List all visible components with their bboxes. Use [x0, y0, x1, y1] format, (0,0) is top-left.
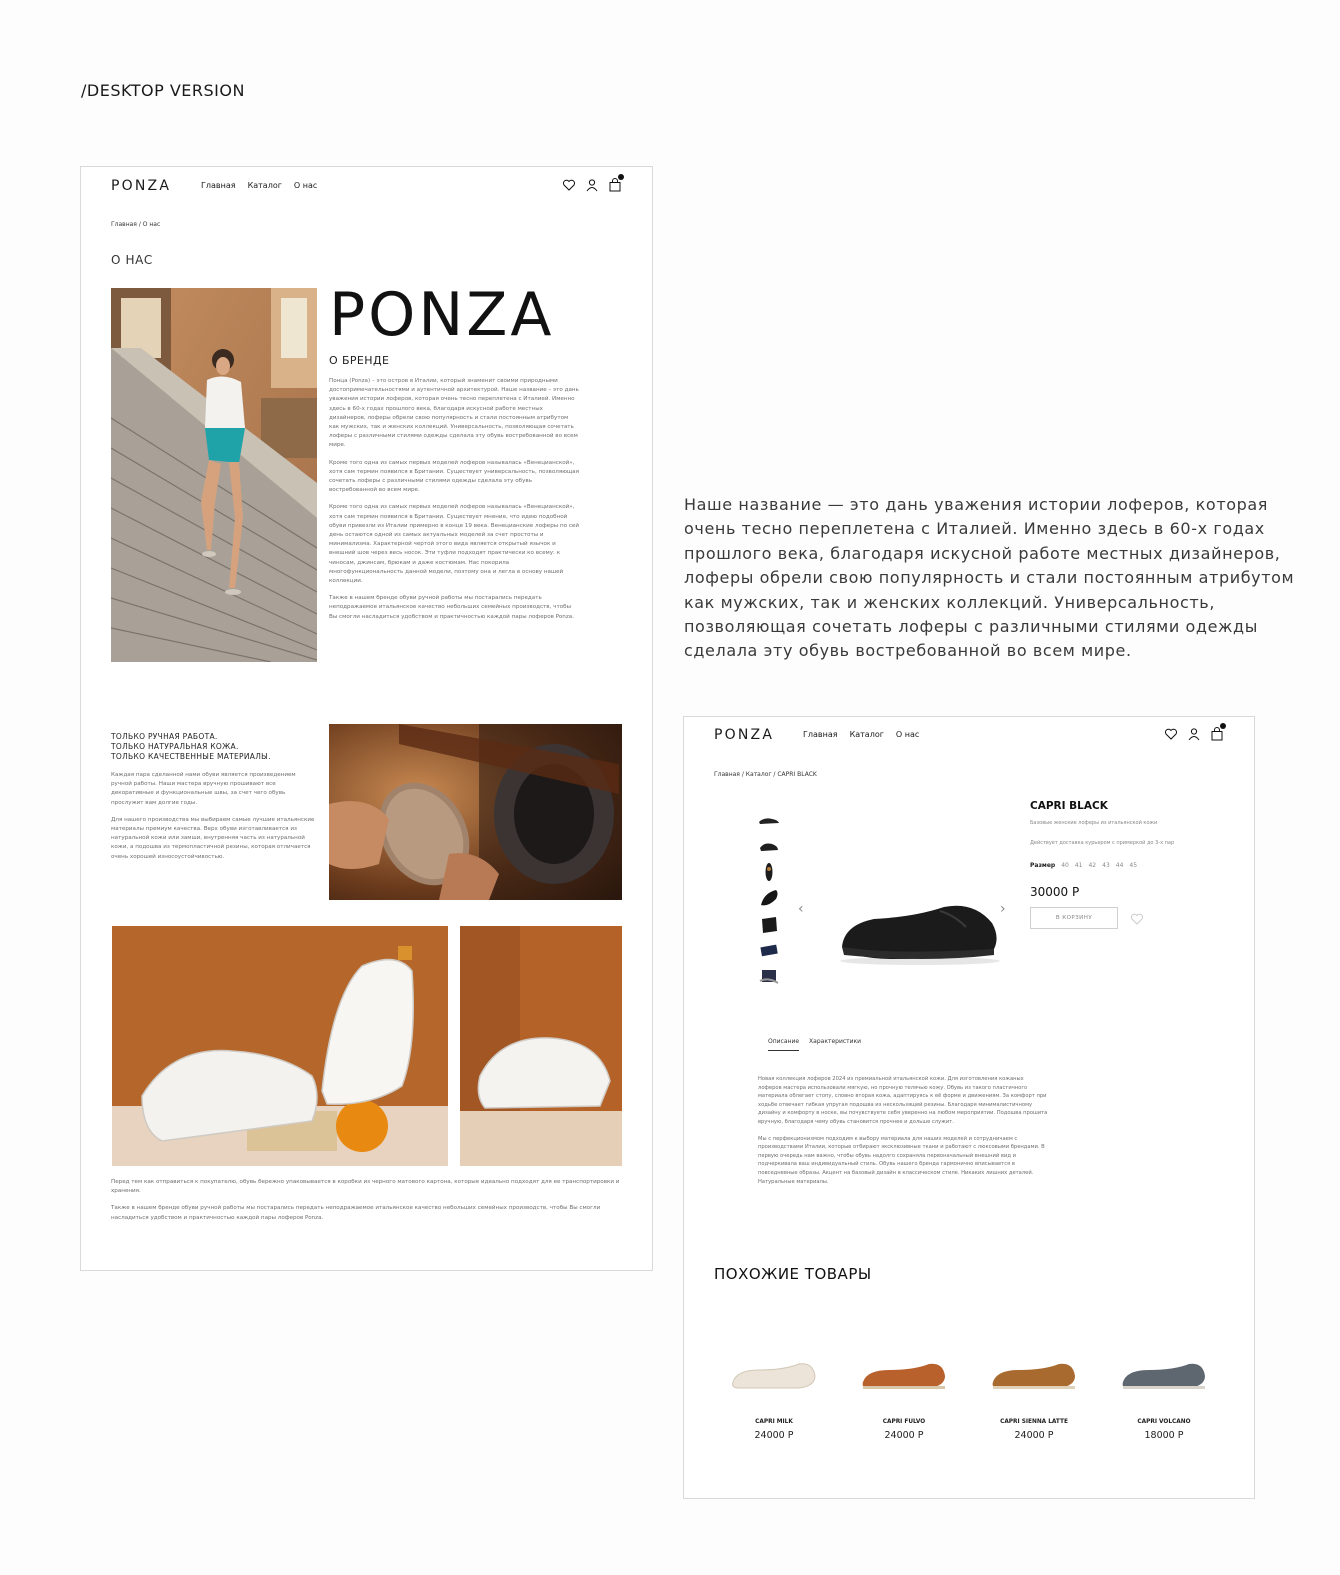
thumbnail-detail[interactable] [756, 963, 782, 989]
size-option[interactable]: 40 [1061, 862, 1069, 869]
product-card-price: 18000 Р [1144, 1430, 1184, 1441]
cart-badge [1220, 723, 1226, 729]
product-card-name: CAPRI VOLCANO [1137, 1419, 1191, 1425]
product-subtitle: Базовые женские лоферы из итальянской кожи [1030, 820, 1158, 826]
product-card[interactable] [719, 1345, 829, 1441]
craft-heading-line: ТОЛЬКО РУЧНАЯ РАБОТА. [111, 732, 218, 741]
user-icon[interactable] [585, 177, 599, 191]
craft-paragraph: Каждая пара сделанной нами обуви является произведением ручной работы. Наши мастера вручную прошивают все декоративные и функциональные швы, за счет чего обувь прослужит вам долгие годы. [111, 772, 296, 806]
product-card-price: 24000 Р [884, 1430, 924, 1441]
similar-products-title: ПОХОЖИЕ ТОВАРЫ [714, 1265, 872, 1283]
logo[interactable]: PONZA [111, 178, 172, 194]
add-to-cart-button[interactable]: В КОРЗИНУ [1030, 907, 1118, 929]
bag-icon[interactable] [608, 177, 622, 191]
delivery-note: Действует доставка курьером с примеркой до 3-х пар [1030, 840, 1175, 846]
size-option[interactable]: 41 [1074, 862, 1083, 869]
craftsman-photo [329, 724, 622, 900]
tab-characteristics[interactable]: Характеристики [809, 1038, 862, 1045]
nav-home[interactable]: Главная [803, 730, 838, 739]
brand-paragraph: Кроме того одна из самых первых моделей лоферов называлась «Венецианской», хотя сам термин появился в Британии. Существует мнение, что идею подобной обуви привезли из Италии примерно в конце 19 века. Венецианские лоферы по сей день остаются одной из самых актуальных моделей за счет простоты и минимализма. Характерной чертой этого вида является открытый язычок и внешний шов через весь носок. Эти туфли подходят практически ко всему: к чиносам, джинсам, брюкам и даже костюмам. Нас покорила многофункциональность данной модели, поэтому она и легла в основу нашей коллекции. [329, 504, 579, 585]
user-icon[interactable] [1187, 726, 1201, 740]
product-card[interactable] [979, 1345, 1089, 1441]
header-icons [562, 177, 622, 191]
product-card-name: CAPRI SIENNA LATTE [1000, 1419, 1068, 1425]
nav-home[interactable]: Главная [201, 181, 236, 190]
description-paragraph: Новая коллекция лоферов 2024 из премиальной итальянской кожи. Для изготовления кожаных лоферов мастера использовали мягкую, но прочную телячью кожу. Обувь из такого пластичного материала облегает стопу, словно вторая кожа, адаптируясь к её форме и движениям. За комфорт при ходьбе отвечает гибкая упругая подошва из нескользящей резины. Благодаря минималистичному дизайну и комфорту в носке, вы почувствуете себя уверенно на любом мероприятии. Подошва прошита вручную, благодаря чему обувь становится прочнее и дольше служит. [758, 1076, 1048, 1125]
nav-catalog[interactable]: Каталог [849, 730, 884, 739]
product-card[interactable] [849, 1345, 959, 1441]
product-card-image [979, 1345, 1089, 1405]
size-option[interactable]: 43 [1102, 862, 1110, 869]
size-label: Размер [1030, 862, 1056, 869]
brand-description: Наше название — это дань уважения истории лоферов, которая очень тесно переплетена с Италией. Именно здесь в 60-х годах прошлого века, благодаря искусной работе местных дизайнеров, лоферы обрели свою популярность и стали постоянным атрибутом как мужских, так и женских коллекций. Универсальность, позволяющая сочетать лоферы с различными стилями одежды сделала эту обувь востребованной во всем мире. [684, 495, 1295, 661]
header-icons [1164, 726, 1224, 740]
thumbnail-back[interactable] [756, 911, 782, 937]
craft-heading [111, 732, 271, 762]
thumbnail-strip [756, 807, 782, 989]
heart-icon[interactable] [562, 177, 576, 191]
thumbnail-side[interactable] [756, 807, 782, 833]
product-card[interactable] [1109, 1345, 1219, 1441]
thumbnail-box[interactable] [756, 937, 782, 963]
product-page-frame [683, 716, 1255, 1499]
main-nav [803, 730, 919, 739]
product-card-name: CAPRI FULVO [882, 1419, 926, 1425]
packaging-paragraph: Перед тем как отправиться к покупателю, обувь бережно упаковывается в коробки из черного матового картона, которые идеально подходят для ее транспортировки и хранения. [111, 1179, 620, 1195]
product-card-image [719, 1345, 829, 1405]
product-card-image [849, 1345, 959, 1405]
heart-icon[interactable] [1164, 726, 1178, 740]
craft-heading-line: ТОЛЬКО НАТУРАЛЬНАЯ КОЖА. [111, 742, 239, 751]
product-card-image [1109, 1345, 1219, 1405]
product-description [758, 1075, 1048, 1186]
brand-wordmark: PONZA [329, 280, 555, 350]
sneakers-photo-large [112, 926, 448, 1166]
product-tabs [768, 1038, 861, 1051]
size-option[interactable]: 45 [1129, 862, 1138, 869]
packaging-text [111, 1178, 623, 1223]
stairs-model-photo [111, 288, 317, 662]
brand-paragraph: Понца (Ponza) – это остров в Италии, который знаменит своими природными достопримечательностями и аутентичной архитектурой. Наше название – это дань уважения истории лоферов, которая очень тесно переплетена с Италией. Именно здесь в 60-х годах прошлого века, благодаря искусной работе местных дизайнеров, лоферы обрели свою популярность и стали постоянным атрибутом как мужских, так и женских коллекций. Универсальность, позволяющая сочетать лоферы с различными стилями одежды сделала эту обувь востребованной во всем мире. [329, 378, 579, 449]
size-option[interactable]: 44 [1115, 862, 1124, 869]
page-title: О НАС [111, 253, 153, 267]
brand-subtitle: О БРЕНДЕ [329, 354, 390, 367]
section-heading: /DESKTOP VERSION [81, 81, 245, 100]
chevron-right-icon[interactable]: › [1000, 901, 1006, 917]
brand-paragraph: Также в нашем бренде обуви ручной работы мы постарались передать неподражаемое итальянское качество небольших семейных производств, чтобы Вы смогли насладиться удобством и практичностью каждой пары лоферов Ponza. [329, 595, 574, 620]
size-option[interactable]: 42 [1088, 862, 1097, 869]
main-product-image [834, 897, 1006, 967]
thumbnail-top[interactable] [756, 859, 782, 885]
product-card-price: 24000 Р [754, 1430, 794, 1441]
nav-about[interactable]: О нас [293, 181, 318, 190]
product-card-name: CAPRI MILK [755, 1419, 793, 1425]
nav-about[interactable]: О нас [895, 730, 920, 739]
product-name: CAPRI BLACK [1030, 800, 1108, 812]
product-price: 30000 Р [1030, 885, 1080, 899]
logo[interactable]: PONZA [714, 727, 775, 743]
chevron-left-icon[interactable]: ‹ [798, 901, 804, 917]
thumbnail-pair[interactable] [756, 885, 782, 911]
size-selector [1030, 862, 1137, 869]
brand-paragraph: Кроме того одна из самых первых моделей лоферов называлась «Венецианской», хотя сам термин появился в Британии. Существует универсальность, позволяющая сочетать лоферы с различными стилями одежды сделала эту обувь востребованной во всем мире. [329, 459, 579, 494]
sneakers-photo-small [460, 926, 622, 1166]
breadcrumb: Главная / О нас [111, 221, 161, 228]
nav-catalog[interactable]: Каталог [247, 181, 282, 190]
tab-description[interactable]: Описание [768, 1038, 799, 1051]
packaging-paragraph: Также в нашем бренде обуви ручной работы мы постарались передать неподражаемое итальянское качество небольших семейных производств, чтобы Вы смогли насладиться удобством и практичностью каждой пары лоферов Ponza. [111, 1205, 601, 1221]
cart-badge [618, 174, 624, 180]
heart-icon[interactable] [1130, 911, 1144, 925]
thumbnail-angle[interactable] [756, 833, 782, 859]
description-paragraph: Мы с перфекционизмом подходим к выбору материала для наших моделей и сотрудничаем с производствами Италии, которые отбирают эксклюзивные ткани и работают с люксовыми брендами. В первую очередь нам важно, чтобы обувь надолго сохраняла первоначальный внешний вид и подчеркивала ваш индивидуальный стиль. Обувь нашего бренда гармонично вписывается в повседневные образы. Акцент на базовый дизайн в классическом стиле. Никаких лишних деталей. Натуральные материалы. [758, 1135, 1045, 1185]
brand-text [329, 377, 579, 622]
about-page-frame [80, 166, 653, 1271]
craft-heading-line: ТОЛЬКО КАЧЕСТВЕННЫЕ МАТЕРИАЛЫ. [111, 752, 271, 761]
product-card-price: 24000 Р [1014, 1430, 1054, 1441]
craft-paragraph: Для нашего производства мы выбираем самые лучшие итальянские материалы премиум качества. Верх обуви изготавливается из натуральной кожи или замши, внутренняя часть из натуральной кожи, а подошва из термопластичной резины, которая отличается очень хорошей износоустойчивостью. [111, 816, 315, 860]
main-nav [201, 181, 317, 190]
breadcrumb: Главная / Каталог / CAPRI BLACK [714, 771, 817, 778]
craft-text [111, 771, 316, 862]
bag-icon[interactable] [1210, 726, 1224, 740]
